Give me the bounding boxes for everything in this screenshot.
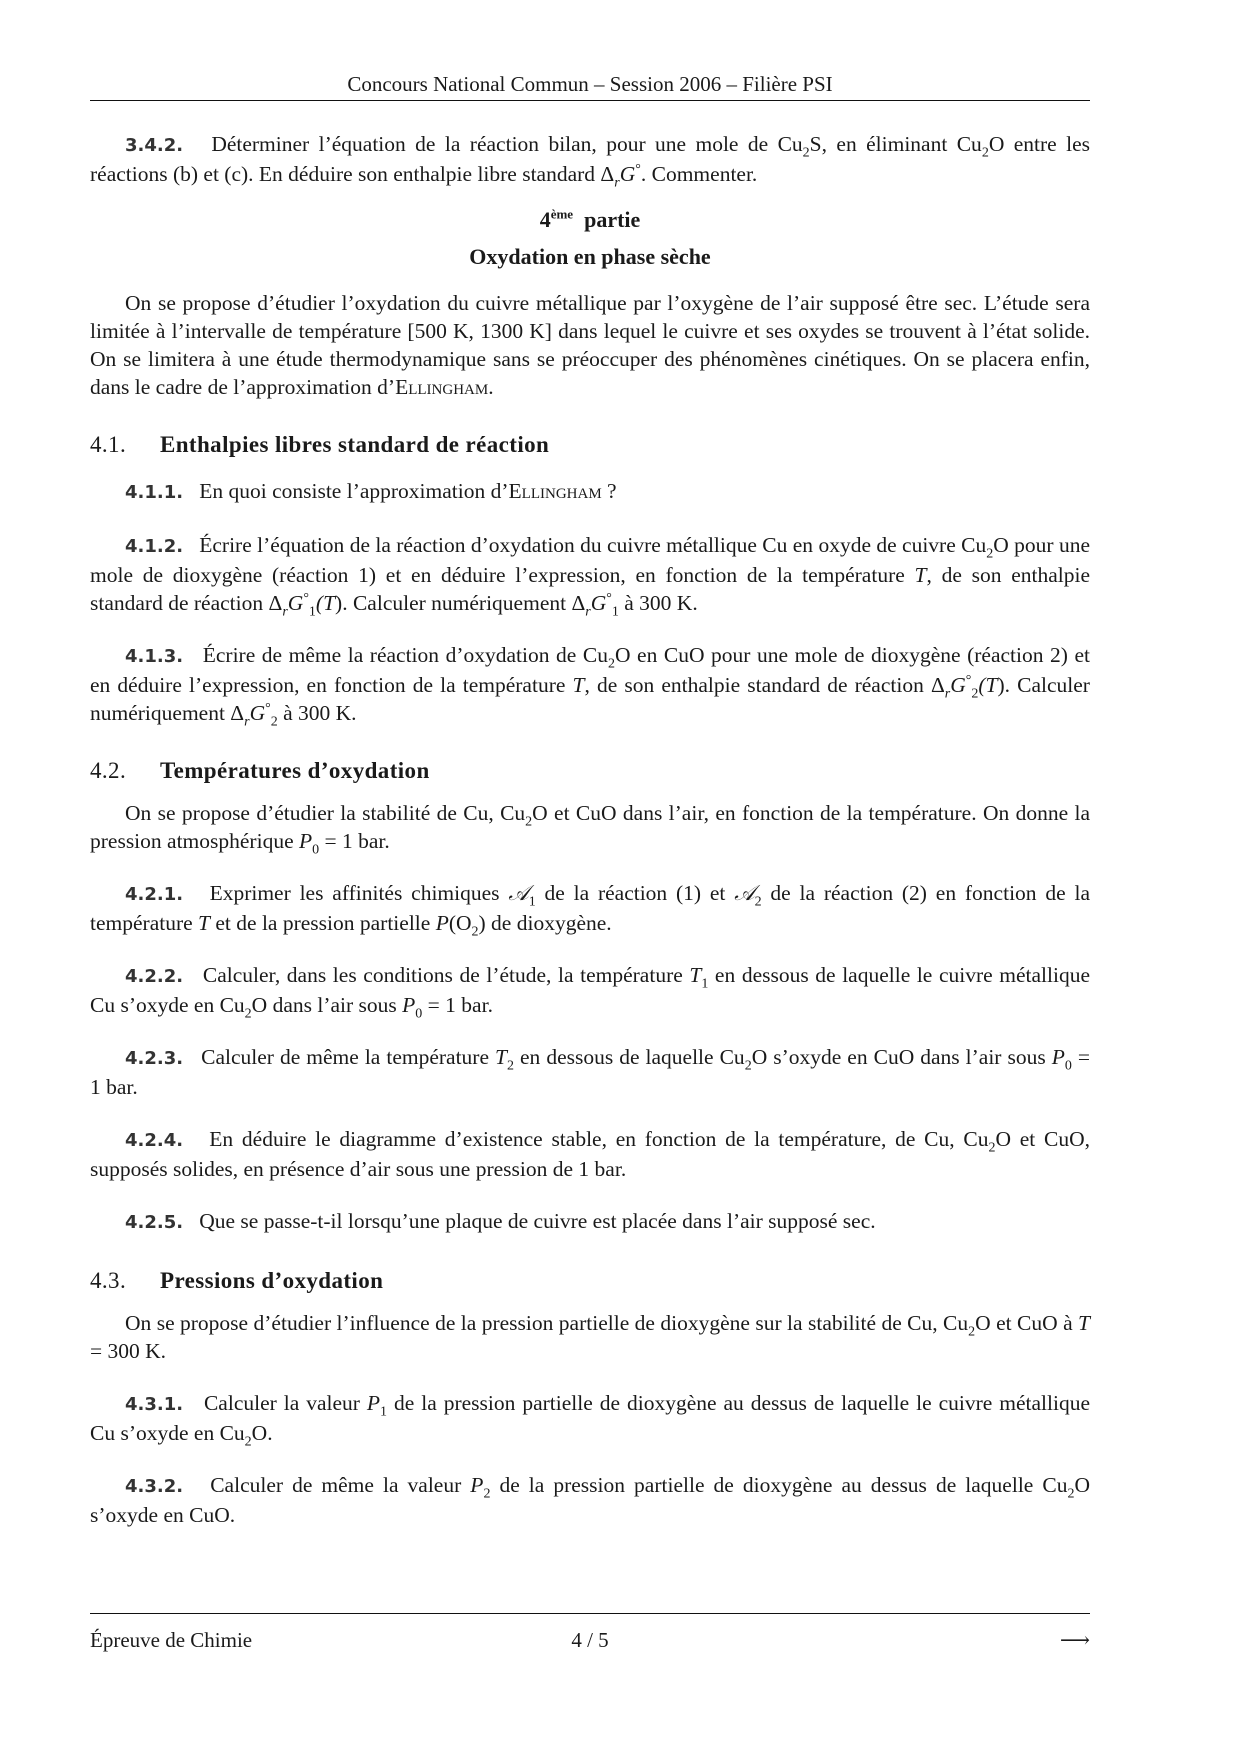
next-page-arrow-icon: ⟶ <box>1059 1628 1090 1652</box>
section-4-3-heading: 4.3. Pressions d’oxydation <box>90 1268 384 1293</box>
question-4-3-2: 4.3.2. Calculer de même la valeur $P_2$ de la pression partielle de dioxygène au dessus de laquelle $Cu_2O$ s’oxyde en CuO. <box>90 1473 1091 1527</box>
header-rule <box>90 100 1090 101</box>
section-4-2-intro: On se propose d’étudier la stabilité de Cu, $Cu_2O$ et CuO dans l’air, en fonction de la température. On donne la pression atmosphérique $P_0 = 1$ bar. <box>90 801 1090 858</box>
question-4-2-1: 4.2.1. Exprimer les affinités chimiques 𝒜$_1$ de la réaction (1) et 𝒜$_2$ de la réaction (2) en fonction de la température T et de la pression partielle $P(O_2)$ de dioxygène. <box>90 881 1090 940</box>
part-intro: On se propose d’étudier l’oxydation du cuivre métallique par l’oxygène de l’air supposé être sec. L’étude sera limitée à l’intervalle de température [500 K, 1300 K] dans lequel le cuivre et ses oxydes se trouvent à l’état solide. On se limitera à une étude thermodynamique sans se préoccuper des phénomènes cinétiques. On se placera enfin, dans le cadre de l’approximation d’Ellingham. <box>90 291 1090 399</box>
question-4-3-1: 4.3.1. Calculer la valeur $P_1$ de la pression partielle de dioxygène au dessus de laquelle le cuivre métallique Cu s’oxyde en $Cu_2O$. <box>90 1391 1090 1450</box>
question-4-1-3: 4.1.3. Écrire de même la réaction d’oxydation de $Cu_2O$ en CuO pour une mole de dioxygène (réaction 2) et en déduire l’expression, en fonction de la température T, de son enthalpie standard de réaction $\Delta_rG^\circ_2(T)$. Calculer numériquement $\Delta_rG^\circ_2$ à 300 K. <box>90 643 1091 730</box>
question-4-1-1: 4.1.1. En quoi consiste l’approximation d’Ellingham ? <box>125 479 617 503</box>
question-4-2-4: 4.2.4. En déduire le diagramme d’existence stable, en fonction de la température, de Cu, $Cu_2O$ et CuO, supposés solides, en présence d’air sous une pression de 1 bar. <box>90 1127 1090 1181</box>
section-4-3-intro: On se propose d’étudier l’influence de la pression partielle de dioxygène sur la stabilité de Cu, $Cu_2O$ et CuO à T = 300 K. <box>90 1311 1091 1363</box>
question-4-1-2: 4.1.2. Écrire l’équation de la réaction d’oxydation du cuivre métallique Cu en oxyde de cuivre $Cu_2O$ pour une mole de dioxygène (réaction 1) et en déduire l’expression, en fonction de la température T, de son enthalpie standard de réaction $\Delta_rG^\circ_1(T)$. Calculer numériquement $\Delta_rG^\circ_1$ à 300 K. <box>90 533 1090 620</box>
page-content <box>90 130 1090 1529</box>
question-4-2-5: 4.2.5. Que se passe-t-il lorsqu’une plaque de cuivre est placée dans l’air supposé sec. <box>125 1209 876 1233</box>
footer-subject: Épreuve de Chimie <box>90 1628 253 1652</box>
question-4-2-3: 4.2.3. Calculer de même la température $T_2$ en dessous de laquelle $Cu_2O$ s’oxyde en CuO dans l’air sous $P_0 = 1$ bar. <box>90 1045 1091 1099</box>
part-heading: 4ème partie <box>539 206 641 232</box>
footer-rule <box>90 1613 1090 1614</box>
question-4-2-2: 4.2.2. Calculer, dans les conditions de l’étude, la température $T_1$ en dessous de laquelle le cuivre métallique Cu s’oxyde en $Cu_2O$ dans l’air sous $P_0 = 1$ bar. <box>90 963 1091 1022</box>
footer-page-number: 4 / 5 <box>571 1628 609 1652</box>
section-4-2-heading: 4.2. Températures d’oxydation <box>90 758 430 783</box>
part-title: Oxydation en phase sèche <box>469 244 711 269</box>
page-header: Concours National Commun – Session 2006 – Filière PSI <box>347 72 833 96</box>
section-4-1-heading: 4.1. Enthalpies libres standard de réaction <box>90 432 550 457</box>
question-3-4-2: 3.4.2. Déterminer l’équation de la réaction bilan, pour une mole de $Cu_2S$, en éliminant $Cu_2O$ entre les réactions (b) et (c). En déduire son enthalpie libre standard $\Delta_rG^\circ$. Commenter. <box>90 132 1091 191</box>
